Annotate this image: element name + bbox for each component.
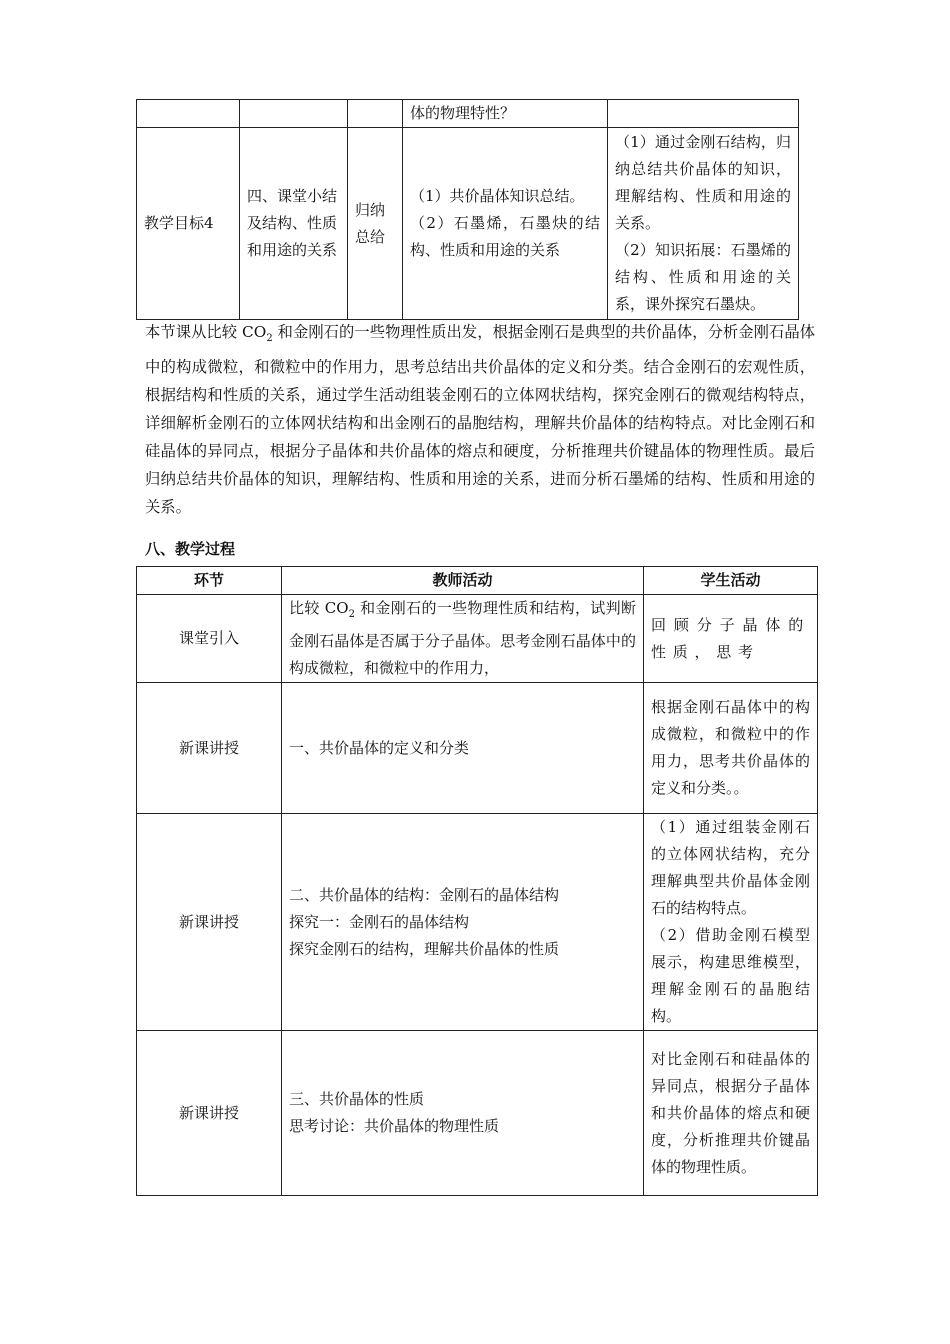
purpose-line: （2）知识拓展：石墨烯的结构、性质和用途的关系，课外探究石墨炔。 (615, 241, 791, 313)
cell-student: 回顾分子晶体的性质，思考 (644, 595, 818, 683)
cell-empty (608, 100, 799, 128)
cell-method: 归纳总给 (348, 128, 403, 320)
cell-section: 四、课堂小结及结构、性质和用途的关系 (240, 128, 348, 320)
cell-stage: 新课讲授 (137, 683, 282, 814)
cell-student: 根据金刚石晶体中的构成微粒，和微粒中的作用力，思考共价晶体的定义和分类。。 (644, 683, 818, 814)
cell-empty (137, 100, 240, 128)
content-line: （1）共价晶体知识总结。 (410, 187, 585, 205)
teacher-line: 思考讨论：共价晶体的物理性质 (289, 1117, 500, 1135)
cell-stage: 新课讲授 (137, 1031, 282, 1196)
summary-text: 和金刚石的一些物理性质出发，根据金刚石是典型的共价晶体，分析金刚石晶体中的构成微粒，和微粒中的作用力，思考总结出共价晶体的定义和分类。结合金刚石的宏观性质，根据结构和性质的关系，通过学生活动组装金刚石的立体网状结构，探究金刚石的微观结构特点，详细解析金刚石的立体网状结构和出金刚石的晶胞结构，理解共价晶体的结构特点。对比金刚石和硅晶体的异同点，根据分子晶体和共价晶体的熔点和硬度，分析推理共价键晶体的物理性质。最后归纳总结共价晶体的知识，理解结构、性质和用途的关系，进而分析石墨烯的结构、性质和用途的关系。 (145, 323, 815, 517)
teacher-text: 和金刚石的一些物理性质和结构，试判断金刚石晶体是否属于分子晶体。思考金刚石晶体中的构成微粒，和微粒中的作用力， (289, 599, 636, 677)
cell-empty (348, 100, 403, 128)
teacher-text: 比较 CO (289, 599, 349, 617)
student-line: （2）借助金刚石模型展示，构建思维模型，理解金刚石的晶胞结构。 (651, 926, 810, 1025)
teacher-line: 探究一：金刚石的晶体结构 (289, 912, 470, 931)
cell-stage: 课堂引入 (137, 595, 282, 683)
cell-student (644, 814, 818, 1031)
teacher-line: 二、共价晶体的结构：金刚石的晶体结构 (289, 885, 560, 904)
student-line: （1）通过组装金刚石的立体网状结构，充分理解典型共价晶体金刚石的结构特点。 (651, 818, 810, 917)
formula-subscript: 2 (348, 609, 355, 620)
table-row (137, 814, 818, 1031)
cell-teacher: 一、共价晶体的定义和分类 (282, 683, 644, 814)
teaching-process-table (136, 566, 818, 1196)
table-row (137, 683, 818, 814)
header-teacher: 教师活动 (282, 567, 644, 595)
purpose-line: （1）通过金刚石结构，归纳总结共价晶体的知识，理解结构、性质和用途的关系。 (615, 133, 791, 232)
cell-teacher (282, 1031, 644, 1196)
cell-empty (240, 100, 348, 128)
table-row (137, 128, 799, 320)
formula-subscript: 2 (266, 333, 273, 345)
summary-text: 本节课从比较 CO (145, 323, 267, 341)
table-row (137, 595, 818, 683)
table-row (137, 1031, 818, 1196)
content-line: （2）石墨烯，石墨炔的结构、性质和用途的关系 (410, 214, 600, 259)
cell-student: 对比金刚石和硅晶体的异同点，根据分子晶体和共价晶体的熔点和硬度，分析推理共价键晶体的物理性质。 (644, 1031, 818, 1196)
summary-paragraph (145, 318, 815, 521)
header-student: 学生活动 (644, 567, 818, 595)
teacher-line: 三、共价晶体的性质 (289, 1090, 425, 1108)
cell-content (403, 128, 608, 320)
objectives-table-continued (136, 99, 799, 320)
cell-teacher (282, 595, 644, 683)
teacher-line: 探究金刚石的结构，理解共价晶体的性质 (289, 939, 560, 958)
cell-purpose (608, 128, 799, 320)
cell-content: 体的物理特性？ (403, 100, 608, 128)
table-row (137, 100, 799, 128)
cell-goal: 教学目标4 (137, 128, 240, 320)
header-stage: 环节 (137, 567, 282, 595)
cell-stage: 新课讲授 (137, 814, 282, 1031)
section-heading: 八、教学过程 (145, 540, 236, 558)
table-header-row (137, 567, 818, 595)
cell-teacher (282, 814, 644, 1031)
